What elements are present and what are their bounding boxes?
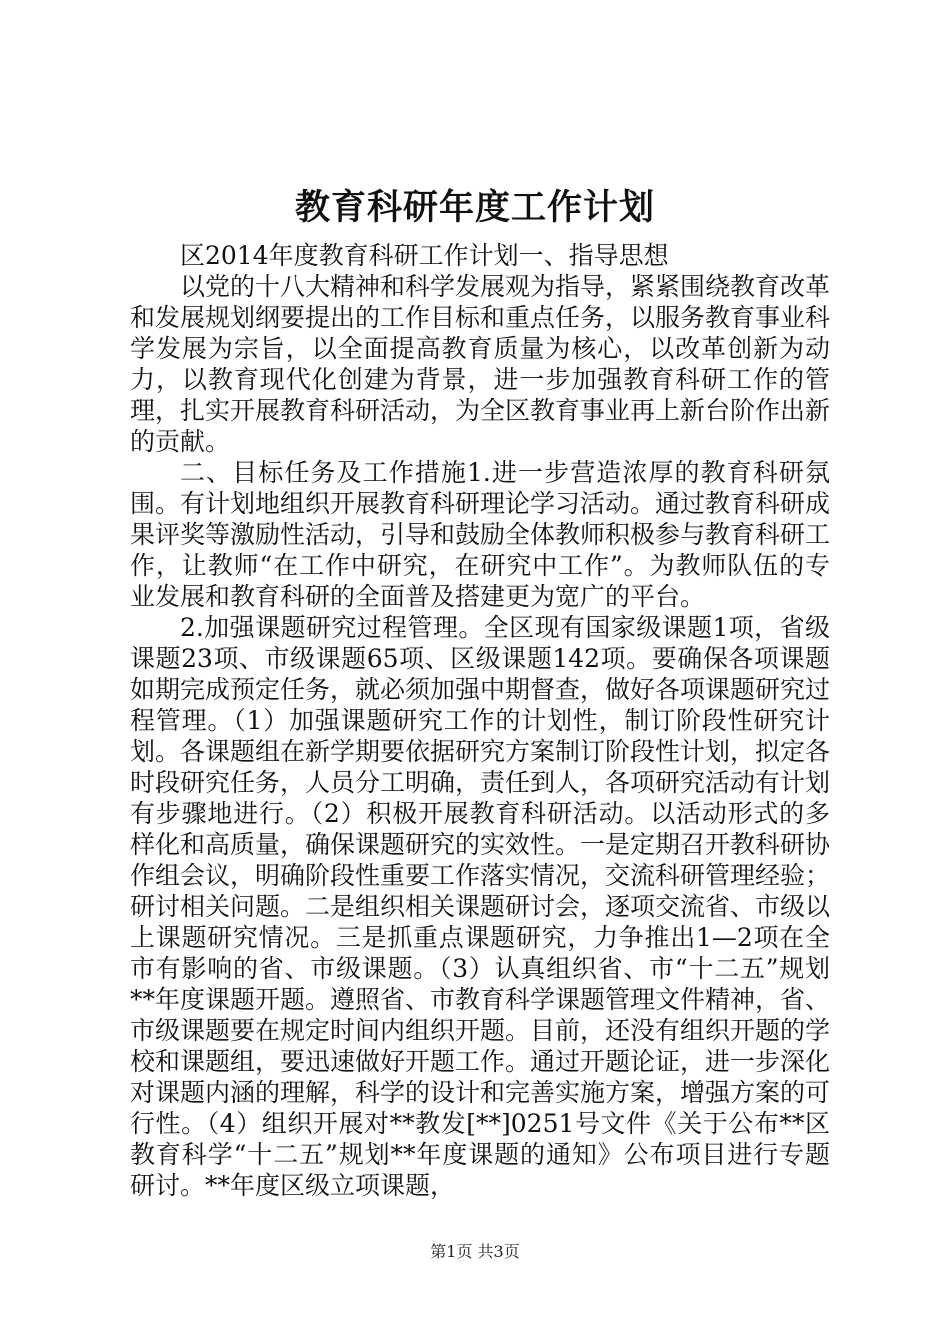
page-number-footer: 第1页 共3页 bbox=[430, 1242, 520, 1261]
document-body bbox=[130, 240, 830, 1201]
paragraph-goals-and-measures: 二、目标任务及工作措施1.进一步营造浓厚的教育科研氛围。有计划地组织开展教育科研理论学习活动。通过教育科研成果评奖等激励性活动，引导和鼓励全体教师积极参与教育科研工作，让教师“在工作中研究，在研究中工作”。为教师队伍的专业发展和教育科研的全面普及搭建更为宽广的平台。 bbox=[130, 458, 831, 611]
paragraph-project-management: 2.加强课题研究过程管理。全区现有国家级课题1项，省级课题23项、市级课题65项、区级课题142项。要确保各项课题如期完成预定任务，就必须加强中期督查，做好各项课题研究过程管理。（1）加强课题研究工作的计划性，制订阶段性研究计划。各课题组在新学期要依据研究方案制订阶段性计划，拟定各时段研究任务，人员分工明确，责任到人，各项研究活动有计划有步骤地进行。（2）积极开展教育科研活动。以活动形式的多样化和高质量，确保课题研究的实效性。一是定期召开教科研协作组会议，明确阶段性重要工作落实情况，交流科研管理经验；研讨相关问题。二是组织相关课题研讨会，逐项交流省、市级以上课题研究情况。三是抓重点课题研究，力争推出1—2项在全市有影响的省、市级课题。（3）认真组织省、市“十二五”规划**年度课题开题。遵照省、市教育科学课题管理文件精神，省、市级课题要在规定时间内组织开题。目前，还没有组织开题的学校和课题组，要迅速做好开题工作。通过开题论证，进一步深化对课题内涵的理解，科学的设计和完善实施方案，增强方案的可行性。（4）组织开展对**教发[**]0251号文件《关于公布**区教育科学“十二五”规划**年度课题的通知》公布项目进行专题研讨。**年度区级立项课题， bbox=[130, 613, 831, 1200]
paragraph-heading-guiding-ideology: 区2014年度教育科研工作计划一、指导思想 bbox=[180, 241, 669, 270]
paragraph-guiding-ideology: 以党的十八大精神和科学发展观为指导，紧紧围绕教育改革和发展规划纲要提出的工作目标和重点任务，以服务教育事业科学发展为宗旨，以全面提高教育质量为核心，以改革创新为动力，以教育现代化创建为背景，进一步加强教育科研工作的管理，扎实开展教育科研活动，为全区教育事业再上新台阶作出新的贡献。 bbox=[130, 272, 831, 456]
document-title: 教育科研年度工作计划 bbox=[294, 187, 655, 228]
